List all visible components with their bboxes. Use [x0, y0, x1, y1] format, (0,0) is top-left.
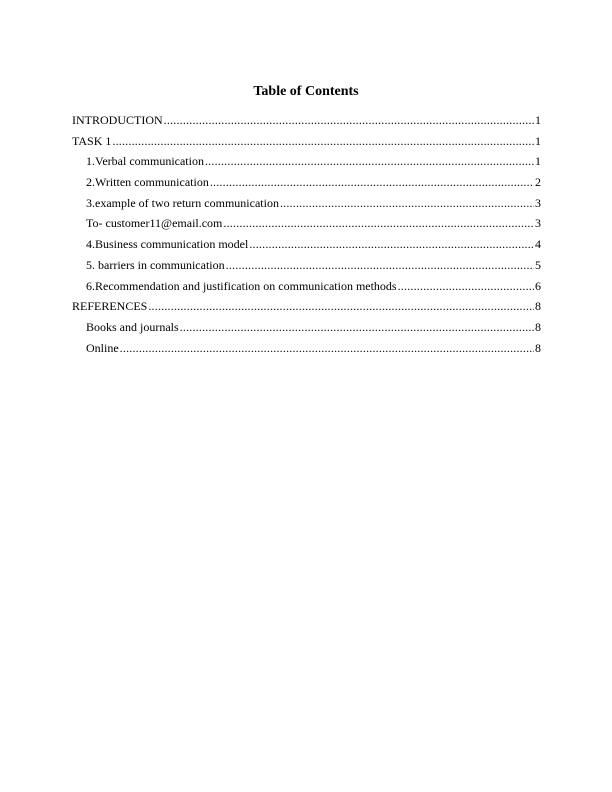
toc-entry-page: 8 — [535, 340, 541, 355]
toc-entry-text: REFERENCES — [72, 299, 148, 314]
toc-entry-page: 3 — [535, 195, 541, 210]
toc-dot-leader — [205, 154, 534, 168]
toc-entry-introduction[interactable] — [72, 113, 541, 134]
toc-dot-leader — [120, 341, 534, 355]
toc-entry-page: 1 — [535, 154, 541, 169]
toc-entry-page: 2 — [535, 175, 541, 190]
toc-entry-text: TASK 1 — [72, 133, 112, 148]
toc-entry-task-1[interactable] — [72, 134, 541, 155]
toc-entry-to-customer[interactable] — [72, 216, 541, 237]
toc-entry-online[interactable] — [72, 341, 541, 362]
toc-entry-page: 6 — [535, 278, 541, 293]
toc-entry-text: Books and journals — [86, 319, 179, 334]
toc-dot-leader — [210, 175, 534, 189]
toc-entry-page: 1 — [535, 133, 541, 148]
toc-entry-page: 4 — [535, 237, 541, 252]
toc-entry-business-communication-model[interactable] — [72, 237, 541, 258]
toc-entry-text: 6.Recommendation and justification on communication methods — [86, 278, 397, 293]
toc-entry-text: 5. barriers in communication — [86, 257, 225, 272]
toc-entry-page: 3 — [535, 216, 541, 231]
toc-dot-leader — [223, 216, 534, 230]
toc-dot-leader — [112, 134, 534, 148]
toc-list — [72, 113, 541, 361]
toc-entry-text: 4.Business communication model — [86, 237, 249, 252]
toc-dot-leader — [164, 113, 534, 127]
toc-entry-text: 2.Written communication — [86, 175, 209, 190]
toc-entry-text: To- customer11@email.com — [86, 216, 223, 231]
toc-entry-return-communication[interactable] — [72, 196, 541, 217]
toc-entry-text: Online — [86, 340, 119, 355]
toc-dot-leader — [280, 196, 534, 210]
toc-entry-page: 5 — [535, 257, 541, 272]
toc-dot-leader — [398, 279, 534, 293]
toc-title: Table of Contents — [253, 84, 359, 99]
toc-entry-page: 8 — [535, 299, 541, 314]
toc-dot-leader — [180, 320, 534, 334]
toc-entry-text: 1.Verbal communication — [86, 154, 204, 169]
toc-entry-recommendation[interactable] — [72, 279, 541, 300]
toc-entry-page: 8 — [535, 319, 541, 334]
toc-entry-verbal-communication[interactable] — [72, 154, 541, 175]
toc-entry-books-and-journals[interactable] — [72, 320, 541, 341]
toc-entry-barriers-in-communication[interactable] — [72, 258, 541, 279]
toc-entry-references[interactable] — [72, 299, 541, 320]
toc-entry-written-communication[interactable] — [72, 175, 541, 196]
toc-entry-page: 1 — [535, 113, 541, 127]
toc-entry-text: INTRODUCTION — [72, 113, 163, 127]
toc-dot-leader — [148, 299, 534, 313]
toc-dot-leader — [249, 237, 534, 251]
toc-dot-leader — [226, 258, 534, 272]
toc-entry-text: 3.example of two return communication — [86, 195, 279, 210]
